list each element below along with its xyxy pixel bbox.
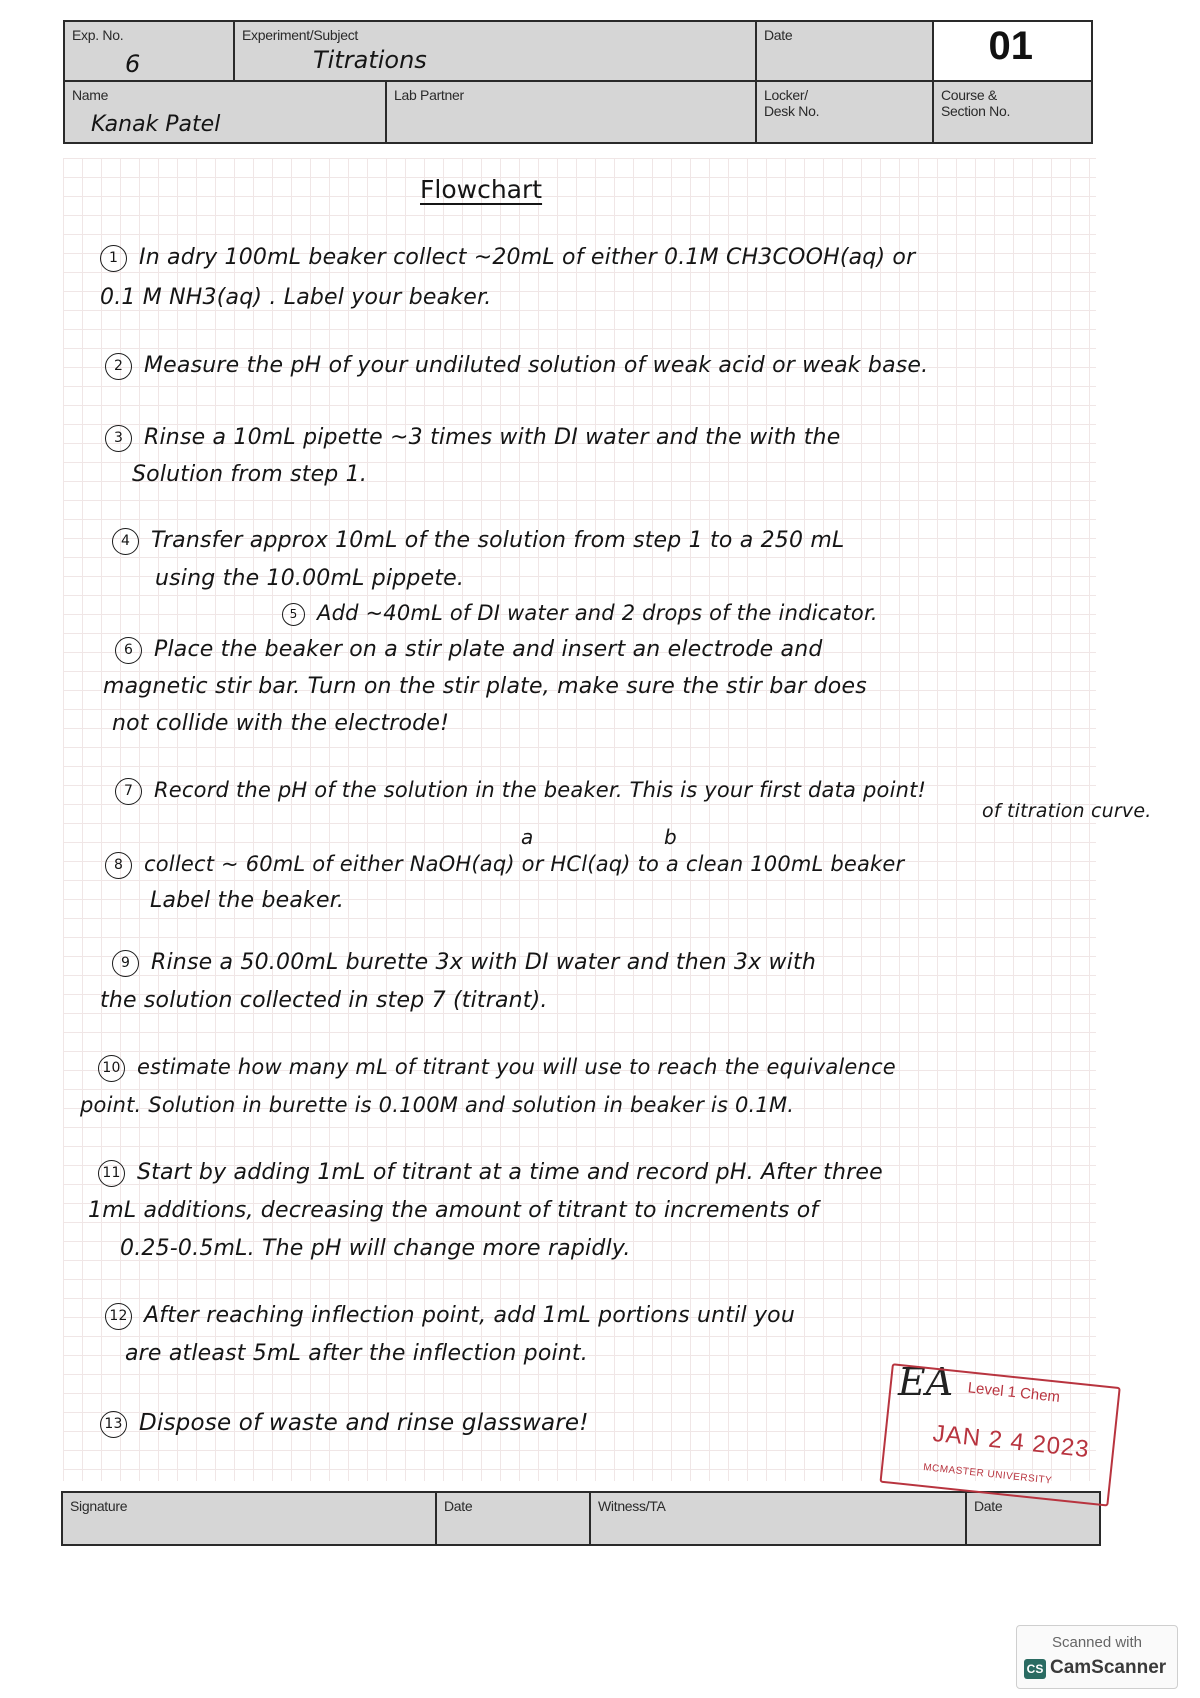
course-label-line-1: Course & <box>941 87 997 103</box>
camscanner-logo-icon: CS <box>1024 1659 1046 1679</box>
name-label: Name <box>72 87 109 103</box>
step-6-line-3: not collide with the electrode! <box>112 711 450 736</box>
footer-date-cell <box>436 1492 590 1545</box>
step-8-line-1: 8 collect ~ 60mL of either NaOH(aq) or HCl(aq) to a clean 100mL beaker <box>105 852 904 879</box>
subject-label: Experiment/Subject <box>242 27 358 43</box>
signature-cell <box>62 1492 436 1545</box>
step-10-line-1: 10 estimate how many mL of titrant you will use to reach the equivalence <box>98 1055 896 1082</box>
signature-label: Signature <box>70 1498 128 1514</box>
footer-date2-label: Date <box>974 1498 1003 1514</box>
step-8-line-2: Label the beaker. <box>150 888 345 913</box>
footer-date-label: Date <box>444 1498 473 1514</box>
lab-partner-label: Lab Partner <box>394 87 464 103</box>
exp-no-value: 6 <box>125 50 141 78</box>
step-9-line-2: the solution collected in step 7 (titrant). <box>100 988 548 1013</box>
ta-initials: EA <box>898 1360 954 1404</box>
stamp-level-text: Level 1 Chem <box>966 1379 1061 1406</box>
step-9-line-1: 9 Rinse a 50.00mL burette 3x with DI water and then 3x with <box>112 950 816 977</box>
step-6-line-1: 6 Place the beaker on a stir plate and insert an electrode and <box>115 637 823 664</box>
approval-stamp <box>879 1363 1122 1509</box>
step-3-line-2: Solution from step 1. <box>132 462 368 487</box>
step-9-number: 9 <box>112 950 139 977</box>
stamp-date: JAN 2 4 2023 <box>931 1419 1091 1464</box>
step-10-line-2: point. Solution in burette is 0.100M and solution in beaker is 0.1M. <box>80 1093 795 1117</box>
step-12-line-1: 12 After reaching inflection point, add 1mL portions until you <box>105 1303 795 1330</box>
badge-app-name: CamScanner <box>1050 1657 1167 1678</box>
step-4-line-2: using the 10.00mL pippete. <box>155 566 465 591</box>
step-13-number: 13 <box>100 1411 127 1438</box>
step-2-number: 2 <box>105 353 132 380</box>
step-1-line-2: 0.1 M NH3(aq) . Label your beaker. <box>100 285 492 310</box>
step-12-number: 12 <box>105 1303 132 1330</box>
locker-label-line-1: Locker/ <box>764 87 808 103</box>
step-8-annotation-a: a <box>521 825 534 849</box>
step-3-line-1: 3 Rinse a 10mL pipette ~3 times with DI water and the with the <box>105 425 840 452</box>
step-13-line-1: 13 Dispose of waste and rinse glassware! <box>100 1410 589 1438</box>
step-12-line-2: are atleast 5mL after the inflection point. <box>125 1341 588 1366</box>
step-11-line-2: 1mL additions, decreasing the amount of titrant to increments of <box>88 1198 819 1223</box>
step-6-number: 6 <box>115 637 142 664</box>
exp-no-label: Exp. No. <box>72 27 124 43</box>
camscanner-badge <box>1016 1625 1178 1689</box>
step-6-line-2: magnetic stir bar. Turn on the stir plate, make sure the stir bar does <box>103 674 867 699</box>
step-4-number: 4 <box>112 528 139 555</box>
witness-label: Witness/TA <box>598 1498 666 1514</box>
step-7-number: 7 <box>115 778 142 805</box>
name-value: Kanak Patel <box>91 112 221 137</box>
step-3-number: 3 <box>105 425 132 452</box>
step-2-line-1: 2 Measure the pH of your undiluted solution of weak acid or weak base. <box>105 353 928 380</box>
step-11-line-1: 11 Start by adding 1mL of titrant at a time and record pH. After three <box>98 1160 883 1187</box>
badge-scanned-with: Scanned with <box>1051 1634 1143 1651</box>
step-1-number: 1 <box>100 245 127 272</box>
page-title: Flowchart <box>420 175 543 204</box>
step-5-line-1: 5 Add ~40mL of DI water and 2 drops of the indicator. <box>282 601 878 626</box>
step-7-line-2: of titration curve. <box>982 800 1152 822</box>
witness-cell <box>590 1492 966 1545</box>
page-number: 01 <box>988 24 1033 68</box>
step-10-number: 10 <box>98 1055 125 1082</box>
step-11-line-3: 0.25-0.5mL. The pH will change more rapidly. <box>120 1236 631 1261</box>
step-8-number: 8 <box>105 852 132 879</box>
step-5-number: 5 <box>282 603 305 626</box>
step-7-line-1: 7 Record the pH of the solution in the beaker. This is your first data point! <box>115 778 926 805</box>
step-1-line-1: 1 In adry 100mL beaker collect ~20mL of either 0.1M CH3COOH(aq) or <box>100 245 915 272</box>
course-label-line-2: Section No. <box>941 103 1011 120</box>
step-8-annotation-b: b <box>664 825 677 849</box>
date-label: Date <box>764 27 793 43</box>
locker-label-line-2: Desk No. <box>764 103 820 120</box>
subject-value: Titrations <box>313 46 427 74</box>
footer-form <box>61 1491 1101 1546</box>
stamp-university: MCMASTER UNIVERSITY <box>922 1462 1053 1487</box>
step-11-number: 11 <box>98 1160 125 1187</box>
step-4-line-1: 4 Transfer approx 10mL of the solution from step 1 to a 250 mL <box>112 528 844 555</box>
